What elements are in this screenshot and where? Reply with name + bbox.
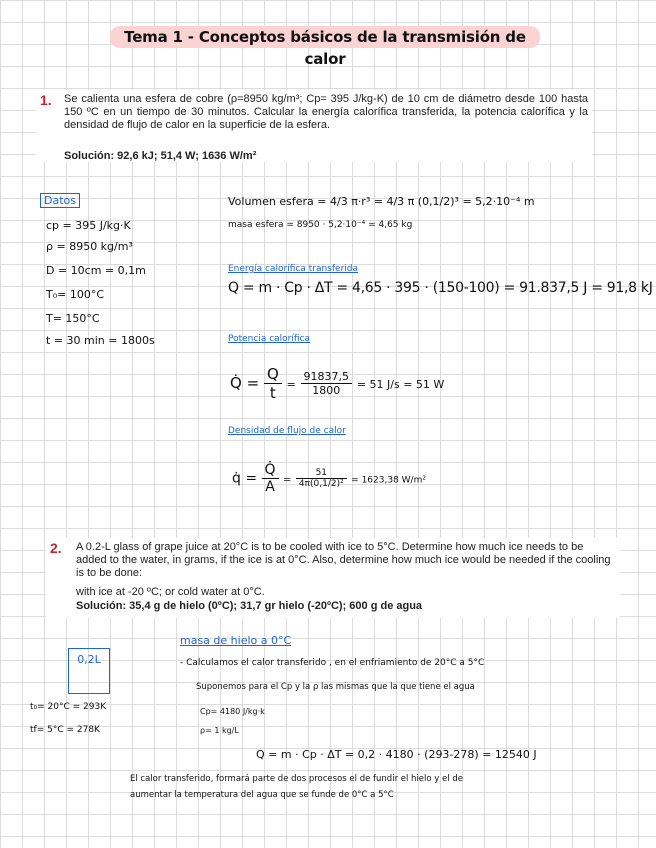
potencia-frac-1 — [264, 365, 282, 402]
densidad-num: Q̇ — [262, 462, 279, 479]
dato-tiempo: t = 30 min = 1800s — [46, 334, 155, 347]
note-line-1: - Calculamos el calor transferido , en el enfriamiento de 20°C a 5°C — [180, 658, 485, 668]
problem-2-block — [46, 538, 620, 618]
problem-2-solution: Solución: 35,4 g de hielo (0ºC); 31,7 gr hielo (-20ºC); 600 g de agua — [76, 600, 423, 612]
datos-label: Datos — [40, 193, 80, 208]
potencia-eq: Q̇ = $\frac{Q}{t}$ = $\frac{91837,5}{1800}$ = 51 J/s = 51 W — [230, 365, 445, 402]
densidad-den2: 4π(0,1/2)² — [298, 479, 344, 489]
cp-value: Cp= 4180 J/kg·k — [200, 707, 265, 716]
volumen-eq: Volumen esfera = 4/3 π·r³ = 4/3 π (0,1/2)³ = 5,2·10⁻⁴ m — [228, 195, 535, 208]
problem-1-text: Se calienta una esfera de cobre (ρ=8950 kg/m³; Cp= 395 J/kg-K) de 10 cm de diámetro desde 100 hasta 150 ºC en un tiempo de 30 minutos. Calcular la energía calorífica transferida, la potencia calorífica y la densidad de flujo de calor en la superficie de la esfera. — [64, 93, 588, 131]
dato-diametro: D = 10cm = 0,1m — [46, 264, 146, 277]
q-equation: Q = m · Cp · ΔT = 0,2 · 4180 · (293-278) = 12540 J — [256, 748, 537, 761]
densidad-lhs: q̇ = — [232, 470, 258, 487]
masa-eq: masa esfera = 8950 · 5,2·10⁻⁴ = 4,65 kg — [228, 220, 413, 230]
volumen-box — [68, 648, 110, 694]
dato-cp: cp = 395 J/kg·K — [46, 219, 131, 232]
tf-value: tf= 5°C = 278K — [30, 725, 100, 735]
potencia-den: t — [269, 384, 276, 402]
problem-1-number: 1. — [40, 92, 52, 108]
energia-heading: Energía calorífica transferida — [228, 264, 358, 274]
dato-rho: ρ = 8950 kg/m³ — [46, 240, 133, 253]
potencia-num: Q — [264, 365, 282, 384]
page-title: Tema 1 - Conceptos básicos de la transmisión de calor — [110, 26, 540, 48]
potencia-frac-2 — [301, 370, 353, 397]
densidad-num2: 51 — [296, 468, 347, 479]
densidad-frac-1 — [262, 462, 279, 495]
densidad-frac-2 — [296, 468, 347, 489]
densidad-eq: q̇ = $\frac{Q̇}{A}$ = $\frac{51}{\text{4π(0,1/2)²}}$ = 1623,38 W/m² — [232, 462, 426, 495]
masa-hielo-heading: masa de hielo a 0°C — [180, 634, 292, 647]
problem-2-text-2: with ice at -20 ºC; or cold water at 0°C. — [76, 586, 265, 598]
dato-t: T= 150°C — [46, 312, 100, 325]
rho-value: ρ= 1 kg/L — [200, 726, 239, 735]
potencia-rest: = 51 J/s = 51 W — [356, 378, 445, 391]
densidad-den: A — [265, 479, 275, 495]
potencia-den2: 1800 — [312, 384, 341, 397]
note-para-1: El calor transferido, formará parte de dos procesos el de fundir el hielo y el de — [130, 774, 463, 784]
densidad-rest: = 1623,38 W/m² — [351, 475, 426, 486]
potencia-heading: Potencia calorífica — [228, 334, 311, 344]
problem-2-text: A 0.2-L glass of grape juice at 20°C is to be cooled with ice to 5°C. Determine how much ice needs to be added to the water, in grams, if the ice is at 0°C. Also, determine how much ice would be needed if the cooling is to be done: — [76, 541, 611, 579]
problem-2-number: 2. — [50, 540, 62, 556]
potencia-lhs: Q̇ = — [230, 374, 260, 392]
energia-eq: Q = m · Cp · ΔT = 4,65 · 395 · (150-100) = 91.837,5 J = 91,8 kJ — [228, 280, 653, 296]
densidad-heading: Densidad de flujo de calor — [228, 426, 346, 436]
note-line-2: Suponemos para el Cp y la ρ las mismas que la que tiene el agua — [196, 682, 475, 692]
note-para-2: aumentar la temperatura del agua que se funde de 0°C a 5°C — [130, 790, 394, 800]
problem-1-solution: Solución: 92,6 kJ; 51,4 W; 1636 W/m² — [64, 150, 257, 162]
t0-value: t₀= 20°C = 293K — [30, 702, 107, 712]
potencia-num2: 91837,5 — [301, 370, 353, 384]
dato-t0: T₀= 100°C — [46, 288, 105, 301]
problem-1-block — [36, 90, 592, 162]
volumen-value: 0,2L — [77, 653, 101, 666]
